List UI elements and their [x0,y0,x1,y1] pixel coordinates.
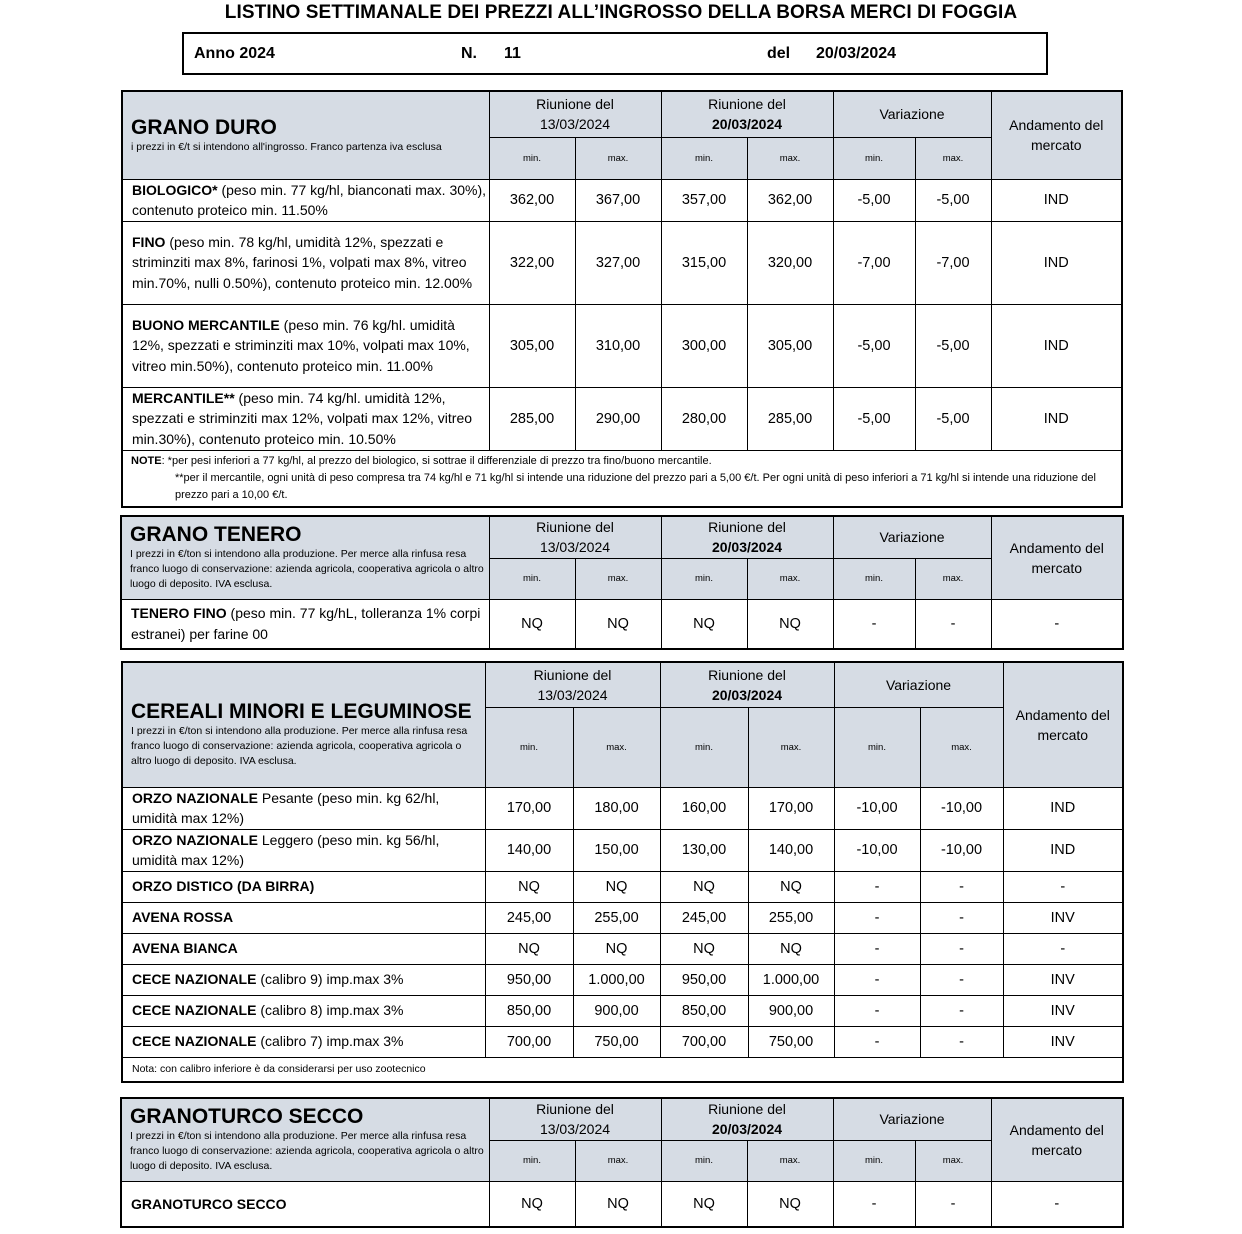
price-cell: 315,00 [661,221,747,304]
variation-cell: -7,00 [833,221,915,304]
variation-cell: - [915,1181,991,1227]
col-max: max. [920,707,1003,787]
col-trend: Andamento del mercato [991,91,1122,179]
section-note: i prezzi in €/t si intendono all'ingrosso. Franco partenza iva esclusa [131,140,442,153]
product-desc [121,1181,489,1227]
col-max: max. [748,707,834,787]
variation-cell: - [920,933,1003,964]
product-spec: (peso min. 76 kg/hl. umidità 12%, spezzati e striminziti max 10%, volpati max 10%, vitreo min.50%), contenuto proteico min. 11.00% [132,316,470,374]
price-cell: 255,00 [573,902,660,933]
variation-cell: - [833,599,915,649]
product-name: FINO [132,233,166,250]
col-curr-meeting [661,516,833,558]
col-date: 20/03/2024 [711,116,783,133]
col-min: min. [489,558,575,599]
product-desc [122,179,489,221]
product-spec: (calibro 8) imp.max 3% [256,1002,404,1019]
trend-cell: IND [1003,787,1123,829]
variation-cell: -10,00 [834,787,920,829]
col-trend: Andamento del mercato [991,516,1123,599]
product-name: GRANOTURCO SECCO [131,1195,287,1212]
table-row [122,304,1122,387]
price-cell: 750,00 [748,1026,834,1057]
notes-cell [122,450,1122,507]
price-cell: 327,00 [575,221,661,304]
col-date: 13/03/2024 [539,116,611,133]
variation-cell: -5,00 [833,304,915,387]
price-cell: NQ [661,1181,747,1227]
trend-cell: IND [991,179,1122,221]
product-name: MERCANTILE** [132,389,235,406]
trend-cell: IND [991,387,1122,450]
product-desc [121,599,489,649]
table-row [122,787,1123,829]
price-cell: 285,00 [489,387,575,450]
number-label: N. [461,45,477,62]
note-line [131,453,1113,470]
product-desc [122,995,485,1026]
price-cell: 322,00 [489,221,575,304]
product-name: ORZO NAZIONALE [132,789,258,806]
variation-cell: - [920,995,1003,1026]
table-grano-tenero [120,515,1124,650]
price-cell: NQ [575,1181,661,1227]
table-cereali-minori [121,661,1124,1083]
product-name: AVENA ROSSA [132,909,234,926]
trend-cell: - [991,1181,1123,1227]
col-max: max. [747,558,833,599]
section-header-granoturco [121,1098,489,1181]
trend-cell: INV [1003,995,1123,1026]
variation-cell: -5,00 [915,387,991,450]
section-note: I prezzi in €/ton si intendono alla produzione. Per merce alla rinfusa resa franco luogo di conservazione: azienda agricola, cooperativa agricola o altro luogo di deposito. IVA esclusa. [130,1130,484,1173]
product-desc [122,933,485,964]
col-variation: Variazione [833,1098,991,1140]
price-cell: 700,00 [660,1026,748,1057]
col-prev-meeting [489,91,661,137]
col-min: min. [489,137,575,179]
product-spec: (calibro 7) imp.max 3% [256,1033,404,1050]
price-cell: 180,00 [573,787,660,829]
col-max: max. [575,137,661,179]
product-name: TENERO FINO [131,605,227,622]
product-name: ORZO DISTICO (DA BIRRA) [132,878,315,895]
col-label: Riunione del [708,1101,786,1118]
price-cell: 950,00 [660,964,748,995]
variation-cell: - [834,933,920,964]
price-cell: NQ [485,871,573,902]
col-label: Riunione del [708,666,786,683]
product-desc [122,787,485,829]
trend-cell: IND [1003,829,1123,871]
col-variation: Variazione [833,91,991,137]
trend-cell: INV [1003,964,1123,995]
price-cell: 150,00 [573,829,660,871]
product-name: AVENA BIANCA [132,940,238,957]
price-cell: 320,00 [747,221,833,304]
table-row [122,871,1123,902]
table-row [122,1026,1123,1057]
col-date: 20/03/2024 [711,539,783,556]
price-cell: NQ [575,599,661,649]
price-cell: NQ [748,933,834,964]
section-note: I prezzi in €/ton si intendono alla produzione. Per merce alla rinfusa resa franco luogo di conservazione: azienda agricola, cooperativa agricola o altro luogo di deposito. IVA esclusa. [130,548,484,591]
col-label: Riunione del [533,666,612,683]
price-cell: 255,00 [748,902,834,933]
col-date: 20/03/2024 [711,1121,783,1138]
product-spec: Leggero (peso min. kg 56/hl, umidità max 12%) [132,831,440,868]
col-min: min. [485,707,573,787]
trend-cell: IND [991,221,1122,304]
footnote: Nota: con calibro inferiore è da considerarsi per uso zootecnico [122,1057,1123,1082]
section-title: GRANO TENERO [130,523,302,547]
col-curr-meeting [661,1098,833,1140]
price-cell: 362,00 [489,179,575,221]
col-label: Riunione del [708,519,786,536]
col-max: max. [915,558,991,599]
section-note: I prezzi in €/ton si intendono alla produzione. Per merce alla rinfusa resa franco luogo di conservazione: azienda agricola, cooperativa agricola o altro luogo di deposito. IVA esclusa. [131,725,468,768]
table-row [122,964,1123,995]
table-grano-duro [121,90,1123,508]
price-cell: NQ [747,1181,833,1227]
date-label: del [767,45,791,62]
col-max: max. [747,1140,833,1181]
col-max: max. [915,1140,991,1181]
bulletin-header [182,32,1048,75]
product-spec: (peso min. 78 kg/hl, umidità 12%, spezzati e striminziti max 8%, farinosi 1%, volpati max 8%, vitreo min.70%, nulli 0.50%), contenuto proteico min. 12.00% [132,233,473,291]
product-desc [122,902,485,933]
note-text: : *per pesi inferiori a 77 kg/hl, al prezzo del biologico, si sottrae il differenziale di prezzo tra fino/buono mercantile. [161,454,712,467]
product-spec: Pesante (peso min. kg 62/hl, umidità max 12%) [132,789,440,826]
col-min: min. [661,1140,747,1181]
price-cell: NQ [485,933,573,964]
price-cell: NQ [747,599,833,649]
col-min: min. [661,558,747,599]
variation-cell: -10,00 [834,829,920,871]
price-cell: NQ [489,1181,575,1227]
col-trend: Andamento del mercato [1003,662,1123,787]
product-desc [122,829,485,871]
trend-cell: IND [991,304,1122,387]
col-min: min. [833,558,915,599]
notes-row [122,1057,1123,1082]
price-cell: NQ [573,933,660,964]
col-variation: Variazione [834,662,1003,707]
price-cell: 245,00 [660,902,748,933]
variation-cell: - [920,964,1003,995]
col-max: max. [575,1140,661,1181]
variation-cell: -5,00 [833,387,915,450]
price-cell: 900,00 [748,995,834,1026]
col-prev-meeting [489,1098,661,1140]
col-date: 13/03/2024 [539,539,611,556]
col-min: min. [833,137,915,179]
product-name: BIOLOGICO* [132,181,218,198]
note-label: NOTE [131,454,162,467]
col-max: max. [573,707,660,787]
product-desc [122,964,485,995]
trend-cell: - [1003,933,1123,964]
price-cell: NQ [748,871,834,902]
variation-cell: - [834,871,920,902]
price-cell: NQ [661,599,747,649]
col-prev-meeting [489,516,661,558]
variation-cell: -5,00 [915,304,991,387]
col-date: 13/03/2024 [537,686,608,703]
page-title: LISTINO SETTIMANALE DEI PREZZI ALL’INGROSSO DELLA BORSA MERCI DI FOGGIA [224,2,1018,23]
number-value: 11 [504,45,521,62]
price-cell: NQ [573,871,660,902]
col-min: min. [660,707,748,787]
trend-cell: - [1003,871,1123,902]
price-cell: 170,00 [748,787,834,829]
price-cell: 290,00 [575,387,661,450]
price-cell: 1.000,00 [573,964,660,995]
variation-cell: - [833,1181,915,1227]
section-title: GRANOTURCO SECCO [130,1105,364,1129]
product-spec: (peso min. 77 kg/hL, tolleranza 1% corpi estranei) per farine 00 [131,605,481,642]
trend-cell: - [991,599,1123,649]
price-cell: 170,00 [485,787,573,829]
table-row [122,933,1123,964]
col-label: Riunione del [536,1101,614,1118]
col-label: Riunione del [536,96,614,113]
variation-cell: - [920,1026,1003,1057]
notes-row [122,450,1122,507]
product-desc [122,304,489,387]
col-curr-meeting [660,662,834,707]
price-cell: NQ [489,599,575,649]
product-name: BUONO MERCANTILE [132,316,280,333]
trend-cell: INV [1003,902,1123,933]
col-variation: Variazione [833,516,991,558]
price-cell: 140,00 [485,829,573,871]
price-cell: NQ [660,933,748,964]
price-cell: 160,00 [660,787,748,829]
variation-cell: - [834,995,920,1026]
table-row [122,221,1122,304]
product-spec: (peso min. 74 kg/hl. umidità 12%, spezzati e striminziti max 12%, volpati max 12%, vitreo min.30%), contenuto proteico min. 10.50% [132,389,473,447]
table-row [122,387,1122,450]
price-cell: 850,00 [660,995,748,1026]
price-cell: 950,00 [485,964,573,995]
product-desc [122,871,485,902]
col-min: min. [833,1140,915,1181]
price-cell: 850,00 [485,995,573,1026]
col-prev-meeting [485,662,660,707]
variation-cell: - [915,599,991,649]
price-cell: 300,00 [661,304,747,387]
col-label: Riunione del [708,96,786,113]
price-cell: 362,00 [747,179,833,221]
section-header-cereali [122,662,485,787]
table-row [121,599,1123,649]
variation-cell: -5,00 [833,179,915,221]
table-row [121,1181,1123,1227]
col-label: Riunione del [536,519,614,536]
product-spec: (peso min. 77 kg/hl, bianconati max. 30%), contenuto proteico min. 11.50% [132,181,487,218]
price-cell: NQ [660,871,748,902]
product-name: CECE NAZIONALE [132,971,257,988]
product-desc [122,1026,485,1057]
col-min: min. [834,707,920,787]
variation-cell: - [834,902,920,933]
trend-cell: INV [1003,1026,1123,1057]
table-row [122,179,1122,221]
col-curr-meeting [661,91,833,137]
col-min: min. [661,137,747,179]
price-cell: 1.000,00 [748,964,834,995]
price-cell: 357,00 [661,179,747,221]
product-desc [122,387,489,450]
table-row [122,902,1123,933]
price-cell: 245,00 [485,902,573,933]
col-max: max. [915,137,991,179]
price-cell: 285,00 [747,387,833,450]
col-max: max. [575,558,661,599]
col-date: 13/03/2024 [539,1121,611,1138]
col-date: 20/03/2024 [711,686,783,703]
price-cell: 140,00 [748,829,834,871]
note-line: **per il mercantile, ogni unità di peso compresa tra 74 kg/hl e 71 kg/hl si intende una riduzione del prezzo pari a 5,00 €/t. Per ogni unità di peso inferiori a 71 kg/hl si intende una riduzione del prezzo pari a 10,00 €/t. [175,471,1096,501]
year-label: Anno 2024 [194,45,275,62]
product-name: CECE NAZIONALE [132,1002,257,1019]
variation-cell: - [834,964,920,995]
section-title: GRANO DURO [131,115,277,139]
price-cell: 700,00 [485,1026,573,1057]
col-max: max. [747,137,833,179]
col-min: min. [489,1140,575,1181]
variation-cell: - [920,902,1003,933]
price-cell: 130,00 [660,829,748,871]
section-title: CEREALI MINORI E LEGUMINOSE [131,700,472,724]
price-cell: 305,00 [747,304,833,387]
price-cell: 280,00 [661,387,747,450]
section-header-grano-tenero [121,516,489,599]
date-value: 20/03/2024 [816,45,897,62]
variation-cell: - [920,871,1003,902]
product-name: CECE NAZIONALE [132,1033,257,1050]
price-cell: 310,00 [575,304,661,387]
section-header-grano-duro [122,91,489,179]
variation-cell: - [834,1026,920,1057]
price-cell: 367,00 [575,179,661,221]
product-spec: (calibro 9) imp.max 3% [256,971,404,988]
table-row [122,995,1123,1026]
table-row [122,829,1123,871]
product-name: ORZO NAZIONALE [132,831,258,848]
variation-cell: -10,00 [920,787,1003,829]
col-trend: Andamento del mercato [991,1098,1123,1181]
variation-cell: -5,00 [915,179,991,221]
price-cell: 900,00 [573,995,660,1026]
table-granoturco [120,1097,1124,1228]
price-cell: 750,00 [573,1026,660,1057]
product-desc [122,221,489,304]
variation-cell: -7,00 [915,221,991,304]
variation-cell: -10,00 [920,829,1003,871]
price-cell: 305,00 [489,304,575,387]
